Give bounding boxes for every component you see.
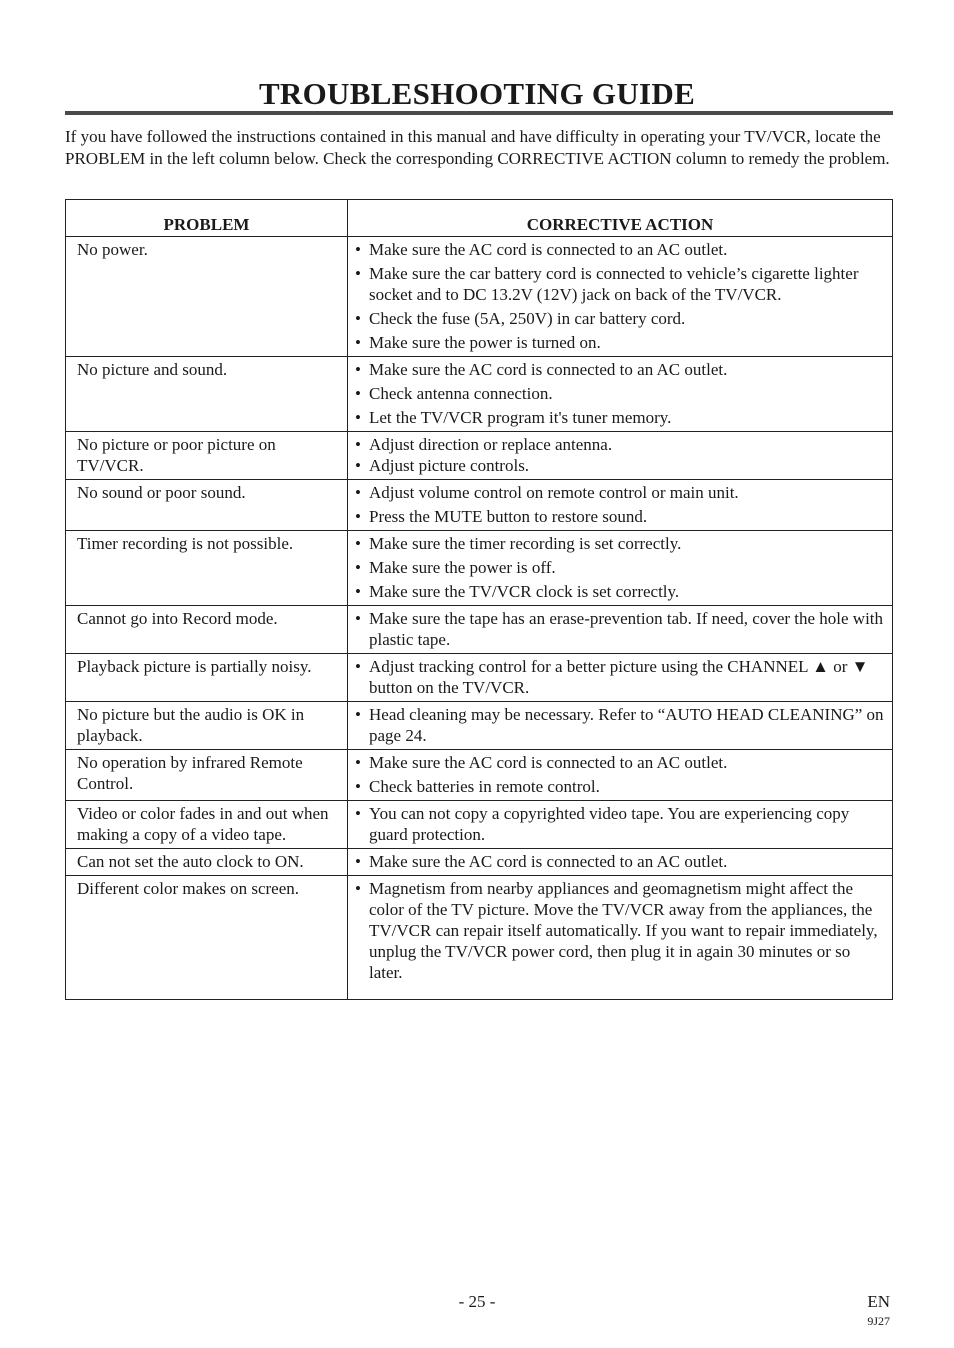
action-item: • Check batteries in remote control. — [355, 776, 888, 797]
document-code: 9J27 — [867, 1314, 890, 1328]
corrective-action-cell — [348, 432, 893, 480]
action-item: • Magnetism from nearby appliances and geomagnetism might affect the color of the TV picture. Move the TV/VCR away from the appliances, the TV/VCR can repair itself automatically. If you want to repair immediately, unplug the TV/VCR power cord, then plug it in again 30 minutes or so later. — [355, 878, 888, 983]
table-body — [66, 237, 893, 1000]
action-item: • Check antenna connection. — [355, 383, 888, 404]
table-row — [66, 750, 893, 801]
corrective-action-column-header: CORRECTIVE ACTION — [348, 200, 893, 237]
problem-cell: No sound or poor sound. — [66, 480, 348, 531]
corrective-action-cell — [348, 876, 893, 1000]
problem-cell: Can not set the auto clock to ON. — [66, 849, 348, 876]
troubleshooting-table — [65, 199, 893, 1000]
corrective-action-cell — [348, 606, 893, 654]
corrective-action-cell — [348, 750, 893, 801]
action-item: • Adjust direction or replace antenna. — [355, 434, 888, 455]
table-row — [66, 876, 893, 1000]
action-item: • Adjust volume control on remote control or main unit. — [355, 482, 888, 503]
corrective-action-cell — [348, 480, 893, 531]
problem-cell: Playback picture is partially noisy. — [66, 654, 348, 702]
table-row — [66, 357, 893, 432]
corrective-action-cell — [348, 654, 893, 702]
table-row — [66, 801, 893, 849]
action-item: • Make sure the timer recording is set correctly. — [355, 533, 888, 554]
table-row — [66, 531, 893, 606]
problem-column-header: PROBLEM — [66, 200, 348, 237]
corrective-action-cell — [348, 531, 893, 606]
problem-cell: No picture or poor picture on TV/VCR. — [66, 432, 348, 480]
problem-cell: No picture but the audio is OK in playback. — [66, 702, 348, 750]
problem-cell: Different color makes on screen. — [66, 876, 348, 1000]
corrective-action-cell — [348, 849, 893, 876]
action-item: • Make sure the AC cord is connected to an AC outlet. — [355, 851, 888, 872]
action-item: • You can not copy a copyrighted video tape. You are experiencing copy guard protection. — [355, 803, 888, 845]
table-row — [66, 606, 893, 654]
action-item: • Make sure the tape has an erase-prevention tab. If need, cover the hole with plastic tape. — [355, 608, 888, 650]
page-title: TROUBLESHOOTING GUIDE — [258, 76, 696, 111]
action-item: • Make sure the car battery cord is connected to vehicle’s cigarette lighter socket and to DC 13.2V (12V) jack on back of the TV/VCR. — [355, 263, 888, 305]
action-item: • Make sure the power is turned on. — [355, 332, 888, 353]
action-item: • Make sure the TV/VCR clock is set correctly. — [355, 581, 888, 602]
table-row — [66, 654, 893, 702]
corrective-action-cell — [348, 357, 893, 432]
action-item: • Press the MUTE button to restore sound. — [355, 506, 888, 527]
corrective-action-cell — [348, 801, 893, 849]
problem-cell: No power. — [66, 237, 348, 357]
action-item: • Adjust tracking control for a better picture using the CHANNEL ▲ or ▼ button on the TV/VCR. — [355, 656, 888, 698]
action-item: • Make sure the AC cord is connected to an AC outlet. — [355, 239, 888, 260]
intro-paragraph: If you have followed the instructions contained in this manual and have difficulty in operating your TV/VCR, locate the PROBLEM in the left column below. Check the corresponding CORRECTIVE ACTION column to remedy the problem. — [65, 127, 890, 168]
problem-cell: Timer recording is not possible. — [66, 531, 348, 606]
table-row — [66, 480, 893, 531]
action-item: • Make sure the AC cord is connected to an AC outlet. — [355, 359, 888, 380]
action-item: • Head cleaning may be necessary. Refer to “AUTO HEAD CLEANING” on page 24. — [355, 704, 888, 746]
action-item: • Check the fuse (5A, 250V) in car battery cord. — [355, 308, 888, 329]
action-item: • Make sure the AC cord is connected to an AC outlet. — [355, 752, 888, 773]
corrective-action-cell — [348, 237, 893, 357]
action-item: • Let the TV/VCR program it's tuner memory. — [355, 407, 888, 428]
table-row — [66, 849, 893, 876]
table-row — [66, 702, 893, 750]
title-underline — [65, 111, 893, 115]
problem-cell: Cannot go into Record mode. — [66, 606, 348, 654]
action-item: • Make sure the power is off. — [355, 557, 888, 578]
table-row — [66, 237, 893, 357]
problem-cell: Video or color fades in and out when making a copy of a video tape. — [66, 801, 348, 849]
problem-cell: No operation by infrared Remote Control. — [66, 750, 348, 801]
action-item: • Adjust picture controls. — [355, 455, 888, 476]
table-header-row — [66, 200, 893, 237]
problem-cell: No picture and sound. — [66, 357, 348, 432]
page-number: - 25 - — [458, 1292, 496, 1311]
language-code: EN — [867, 1292, 890, 1311]
corrective-action-cell — [348, 702, 893, 750]
table-row — [66, 432, 893, 480]
